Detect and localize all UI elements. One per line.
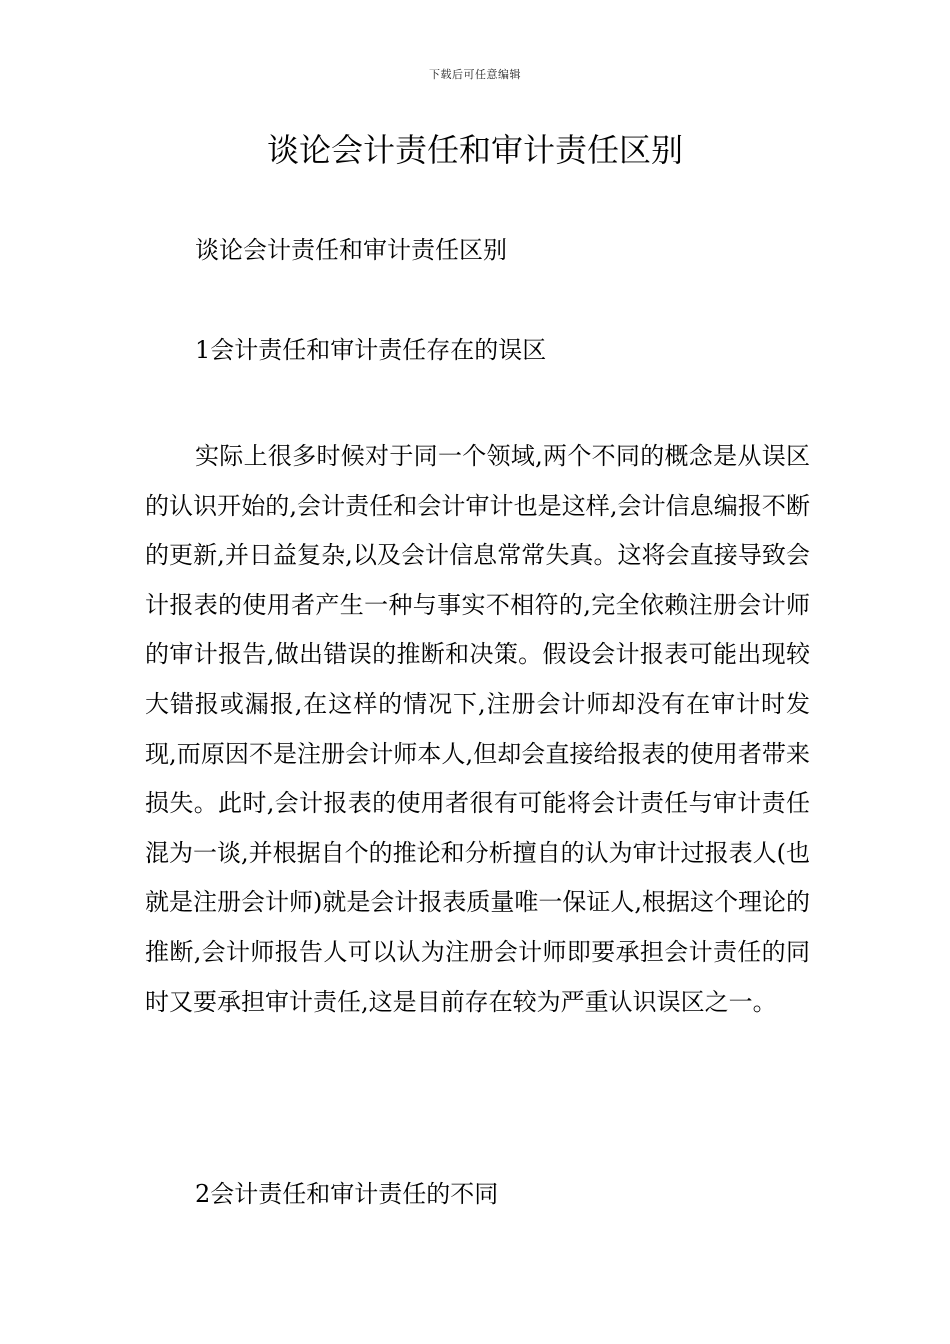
section-1-body: 实际上很多时候对于同一个领域,两个不同的概念是从误区的认识开始的,会计责任和会计审计也是这样,会计信息编报不断的更新,并日益复杂,以及会计信息常常失真。这将会直接导致会计报表的使用者产生一种与事实不相符的,完全依赖注册会计师的审计报告,做出错误的推断和决策。假设会计报表可能出现较大错报或漏报,在这样的情况下,注册会计师却没有在审计时发现,而原因不是注册会计师本人,但却会直接给报表的使用者带来损失。此时,会计报表的使用者很有可能将会计责任与审计责任混为一谈,并根据自个的推论和分析擅自的认为审计过报表人(也就是注册会计师)就是会计报表质量唯一保证人,根据这个理论的推断,会计师报告人可以认为注册会计师即要承担会计责任的同时又要承担审计责任,这是目前存在较为严重认识误区之一。	[145, 442, 810, 1016]
document-title: 谈论会计责任和审计责任区别	[266, 131, 683, 169]
document-subtitle: 谈论会计责任和审计责任区别	[195, 236, 507, 264]
section-1-heading: 1会计责任和审计责任存在的误区	[195, 336, 547, 364]
section-2-heading: 2会计责任和审计责任的不同	[195, 1180, 499, 1208]
header-note: 下载后可任意编辑	[429, 68, 521, 81]
